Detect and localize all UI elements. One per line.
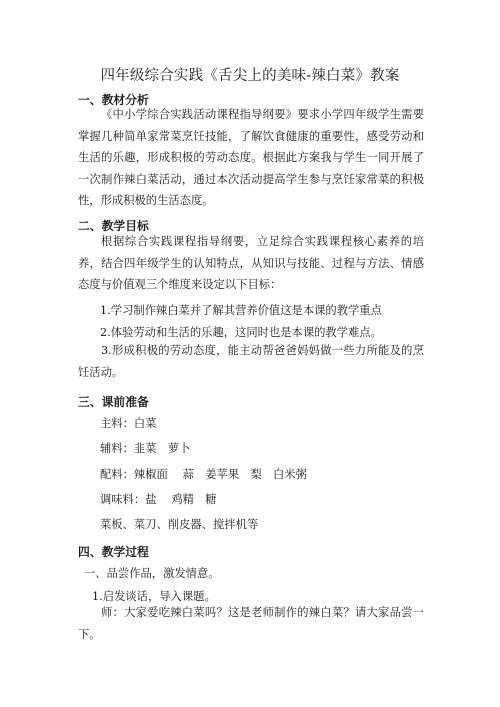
goal-item: 3.形成积极的劳动态度，能主动帮爸爸妈妈做一些力所能及的烹饪活动。	[78, 344, 424, 379]
section-heading-materials: 一、教材分析	[78, 93, 149, 107]
process-subheading: 一、品尝作品，激发情意。	[84, 567, 220, 580]
section-text-materials: 《中小学综合实践活动课程指导纲要》要求小学四年级学生需要掌握几种简单家常菜烹饪技能，了解饮食健康的重要性，感受劳动和生活的乐趣，形成积极的劳动态度。根据此方案我与学生一同开展了一次制作辣白菜活动，通过本次活动提高学生参与烹饪家常菜的积极性，形成积极的生活态度。	[78, 108, 424, 208]
process-step: 1.启发谈话，导入课题。	[92, 590, 216, 603]
prep-item-main: 主料：白菜	[100, 417, 157, 430]
prep-item-ingredients: 配料：辣椒面 蒜 姜苹果 梨 白米粥	[100, 468, 307, 481]
prep-item-seasoning: 调味料：盐 鸡精 糖	[100, 493, 217, 506]
section-heading-goals: 二、教学目标	[78, 219, 149, 233]
prep-item-tools: 菜板、菜刀、削皮器、搅拌机等	[100, 518, 259, 531]
process-text: 师：大家爱吃辣白菜吗？这是老师制作的辣白菜？请大家品尝一下。	[78, 606, 424, 641]
section-text-goals: 根据综合实践课程指导纲要，立足综合实践课程核心素养的培养，结合四年级学生的认知特点，从知识与技能、过程与方法、情感态度与价值观三个维度来设定以下目标：	[78, 235, 424, 292]
section-heading-preparation: 三、课前准备	[78, 395, 149, 409]
goal-item: 1.学习制作辣白菜并了解其营养价值这是本课的教学重点	[100, 304, 382, 317]
section-heading-process: 四、教学过程	[78, 545, 149, 559]
goal-item: 2.体验劳动和生活的乐趣，这同时也是本课的教学难点。	[100, 326, 382, 339]
prep-item-auxiliary: 辅料：韭菜 萝卜	[100, 442, 191, 455]
document-title: 四年级综合实践《舌尖上的美味-辣白菜》教案	[100, 68, 400, 84]
